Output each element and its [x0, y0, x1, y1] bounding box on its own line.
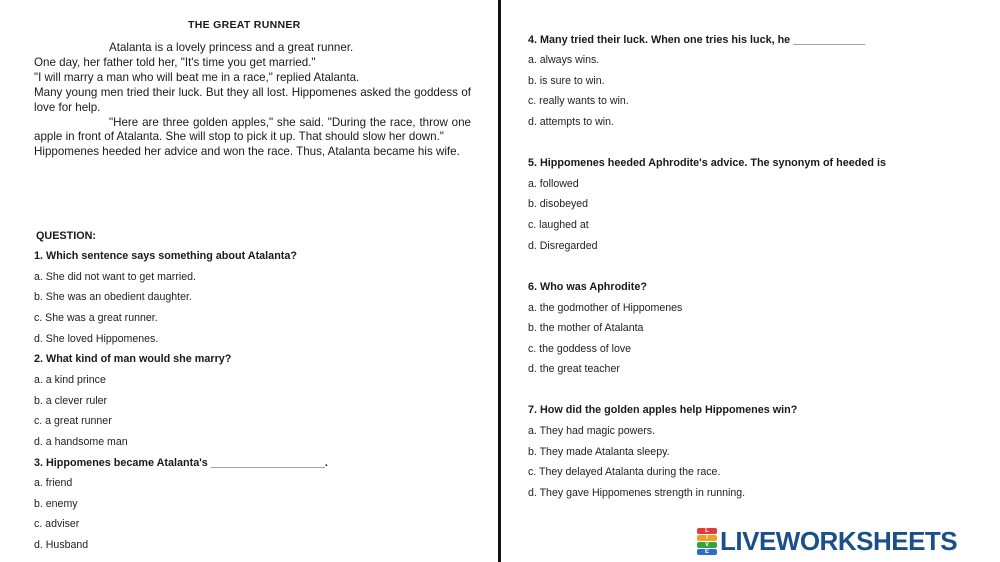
question-5-option-d[interactable]: d. Disregarded	[528, 240, 598, 252]
question-3-option-a[interactable]: a. friend	[34, 477, 73, 489]
question-5-option-c[interactable]: c. laughed at	[528, 219, 589, 231]
question-4-option-c[interactable]: c. really wants to win.	[528, 95, 629, 107]
question-2-option-c[interactable]: c. a great runner	[34, 415, 112, 427]
question-6-option-a[interactable]: a. the godmother of Hippomenes	[528, 302, 683, 314]
question-6-option-b[interactable]: b. the mother of Atalanta	[528, 322, 644, 334]
question-4: 4. Many tried their luck. When one tries his luck, he ____________	[528, 34, 866, 46]
question-3-option-c[interactable]: c. adviser	[34, 518, 80, 530]
question-6-option-c[interactable]: c. the goddess of love	[528, 343, 632, 355]
question-1: 1. Which sentence says something about Atalanta?	[34, 250, 297, 262]
question-6: 6. Who was Aphrodite?	[528, 281, 647, 293]
question-7-option-a[interactable]: a. They had magic powers.	[528, 425, 655, 437]
story-paragraph-5: "Here are three golden apples," she said. "During the race, throw one apple in front of Atalanta. She will stop to pick it up. That should slow her down."	[34, 115, 471, 144]
question-3: 3. Hippomenes became Atalanta's ___________________.	[34, 457, 328, 469]
question-1-option-c[interactable]: c. She was a great runner.	[34, 312, 158, 324]
question-3-option-d[interactable]: d. Husband	[34, 539, 89, 551]
question-1-option-a[interactable]: a. She did not want to get married.	[34, 271, 196, 283]
story-paragraph-2: One day, her father told her, "It's time you get married."	[34, 55, 316, 69]
question-5: 5. Hippomenes heeded Aphrodite's advice. The synonym of heeded is	[528, 157, 886, 169]
story-paragraph-6: Hippomenes heeded her advice and won the race. Thus, Atalanta became his wife.	[34, 145, 460, 159]
logo-text: LIVEWORKSHEETS	[720, 525, 958, 556]
story-paragraph-3: "I will marry a man who will beat me in a race," replied Atalanta.	[34, 70, 360, 84]
question-4-option-d[interactable]: d. attempts to win.	[528, 116, 614, 128]
question-7-option-b[interactable]: b. They made Atalanta sleepy.	[528, 446, 670, 458]
column-divider	[498, 0, 501, 562]
question-5-option-b[interactable]: b. disobeyed	[528, 198, 589, 210]
question-4-option-b[interactable]: b. is sure to win.	[528, 75, 605, 87]
story-text	[34, 41, 471, 160]
question-2-option-a[interactable]: a. a kind prince	[34, 374, 106, 386]
question-6-option-d[interactable]: d. the great teacher	[528, 363, 620, 375]
liveworksheets-logo	[697, 526, 957, 556]
question-heading: QUESTION:	[36, 230, 96, 242]
liveworksheets-mark-icon: L I V E	[697, 528, 717, 554]
worksheet-title: THE GREAT RUNNER	[188, 19, 301, 31]
question-1-option-d[interactable]: d. She loved Hippomenes.	[34, 333, 159, 345]
question-2: 2. What kind of man would she marry?	[34, 353, 232, 365]
question-2-option-d[interactable]: d. a handsome man	[34, 436, 128, 448]
story-paragraph-4: Many young men tried their luck. But they all lost. Hippomenes asked the goddess of love for help.	[34, 85, 471, 114]
question-3-option-b[interactable]: b. enemy	[34, 498, 78, 510]
question-7: 7. How did the golden apples help Hippomenes win?	[528, 404, 798, 416]
question-1-option-b[interactable]: b. She was an obedient daughter.	[34, 291, 192, 303]
question-4-option-a[interactable]: a. always wins.	[528, 54, 600, 66]
question-5-option-a[interactable]: a. followed	[528, 178, 579, 190]
question-7-option-c[interactable]: c. They delayed Atalanta during the race.	[528, 466, 721, 478]
story-paragraph-1: Atalanta is a lovely princess and a great runner.	[109, 41, 354, 54]
question-7-option-d[interactable]: d. They gave Hippomenes strength in running.	[528, 487, 746, 499]
question-2-option-b[interactable]: b. a clever ruler	[34, 395, 108, 407]
